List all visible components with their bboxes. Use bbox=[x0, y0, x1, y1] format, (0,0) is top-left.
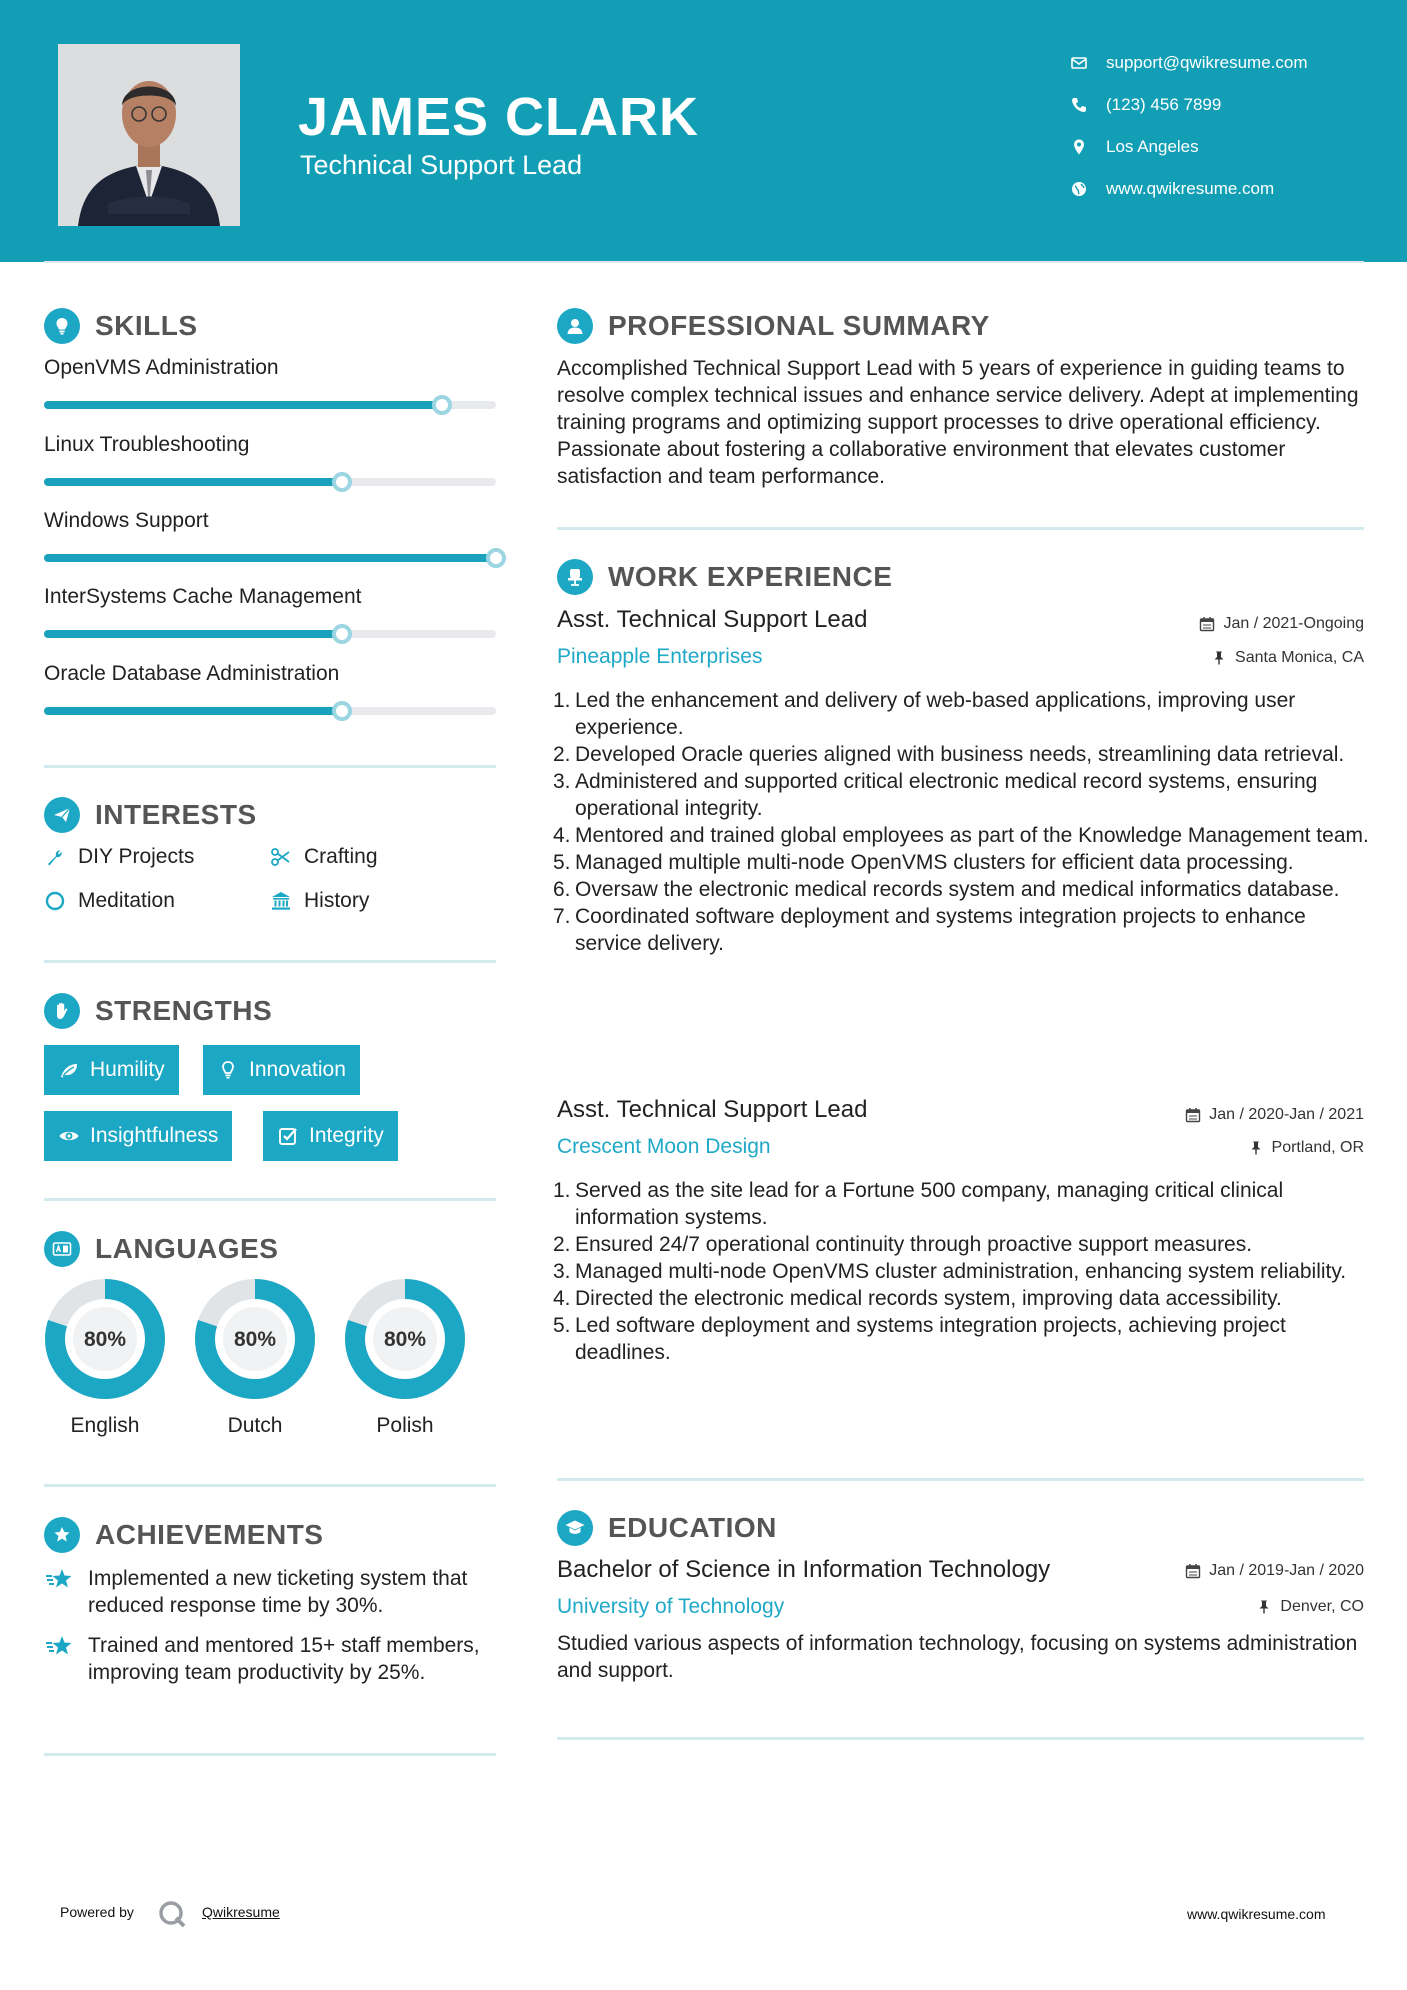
skill-bar bbox=[44, 401, 496, 409]
leaf-icon bbox=[58, 1059, 80, 1081]
list-item: 4. Mentored and trained global employees as part of the Knowledge Management team. bbox=[553, 824, 1369, 847]
job-title: Asst. Technical Support Lead bbox=[557, 606, 868, 633]
calendar-icon bbox=[1199, 616, 1215, 632]
paper-plane-icon bbox=[44, 797, 80, 833]
list-item: 5. Managed multiple multi-node OpenVMS clusters for efficient data processing. bbox=[553, 851, 1294, 874]
skill-bar bbox=[44, 478, 496, 486]
skill-bar bbox=[44, 707, 496, 715]
achievement-item: Implemented a new ticketing system that reduced response time by 30%. bbox=[44, 1565, 504, 1619]
profile-photo bbox=[58, 44, 240, 226]
section-divider bbox=[557, 1737, 1364, 1740]
section-divider bbox=[44, 1753, 496, 1756]
graduation-icon bbox=[557, 1510, 593, 1546]
language-gauge bbox=[44, 1278, 166, 1400]
education-heading: EDUCATION bbox=[557, 1510, 777, 1546]
pushpin-icon bbox=[1248, 1140, 1264, 1156]
scissors-icon bbox=[270, 846, 292, 868]
language-name: Polish bbox=[376, 1414, 434, 1437]
skill-name: OpenVMS Administration bbox=[44, 356, 279, 379]
user-icon bbox=[557, 308, 593, 344]
skill-bar bbox=[44, 554, 496, 562]
skill-name: Oracle Database Administration bbox=[44, 662, 340, 685]
strength-tag: Humility bbox=[44, 1045, 179, 1095]
education-description: Studied various aspects of information technology, focusing on systems administration and support. bbox=[557, 1632, 1358, 1682]
check-square-icon bbox=[277, 1125, 299, 1147]
education-date: Jan / 2019-Jan / 2020 bbox=[1185, 1562, 1364, 1580]
calendar-icon bbox=[1185, 1563, 1201, 1579]
contact-location-text: Los Angeles bbox=[1106, 137, 1199, 156]
wrench-icon bbox=[44, 846, 66, 868]
strength-tag: Integrity bbox=[263, 1111, 398, 1161]
strength-tag: Insightfulness bbox=[44, 1111, 232, 1161]
language-icon bbox=[44, 1231, 80, 1267]
pushpin-icon bbox=[1256, 1599, 1272, 1615]
language-percent: 80% bbox=[83, 1328, 127, 1351]
candidate-name: JAMES CLARK bbox=[298, 87, 700, 147]
header-divider bbox=[44, 261, 1364, 263]
job-bullets bbox=[553, 1177, 1373, 1366]
achievement-item: Trained and mentored 15+ staff members, improving team productivity by 25%. bbox=[44, 1632, 504, 1686]
map-marker-icon bbox=[1070, 138, 1106, 156]
section-divider bbox=[557, 1478, 1364, 1481]
candidate-title: Technical Support Lead bbox=[300, 150, 583, 180]
contact-website-text: www.qwikresume.com bbox=[1106, 179, 1275, 198]
list-item: 7. Coordinated software deployment and systems integration projects to enhance service delivery. bbox=[553, 905, 1306, 955]
resume-header bbox=[0, 0, 1407, 262]
contact-website[interactable] bbox=[1070, 168, 1308, 210]
skill-name: Windows Support bbox=[44, 509, 209, 532]
section-divider bbox=[44, 765, 496, 768]
skill-bar bbox=[44, 630, 496, 638]
list-item: 1. Led the enhancement and delivery of web-based applications, improving user experience. bbox=[553, 689, 1296, 739]
language-gauge bbox=[344, 1278, 466, 1400]
section-divider bbox=[44, 1484, 496, 1487]
contact-location bbox=[1070, 126, 1308, 168]
briefcase-chair-icon bbox=[557, 559, 593, 595]
footer-url[interactable]: www.qwikresume.com bbox=[1187, 1906, 1326, 1922]
interest-item: History bbox=[270, 889, 369, 913]
contact-list bbox=[1070, 42, 1308, 210]
contact-email[interactable] bbox=[1070, 42, 1308, 84]
calendar-icon bbox=[1185, 1107, 1201, 1123]
job-bullets bbox=[553, 687, 1373, 957]
education-school: University of Technology bbox=[557, 1595, 785, 1618]
language-name: English bbox=[70, 1414, 140, 1437]
language-percent: 80% bbox=[383, 1328, 427, 1351]
strength-tag: Innovation bbox=[203, 1045, 360, 1095]
lightbulb-icon bbox=[44, 308, 80, 344]
skill-name: Linux Troubleshooting bbox=[44, 433, 250, 456]
qwikresume-logo-icon bbox=[157, 1899, 187, 1929]
institution-icon bbox=[270, 890, 292, 912]
interests-heading: INTERESTS bbox=[44, 797, 257, 833]
education-location: Denver, CO bbox=[1256, 1598, 1364, 1616]
pushpin-icon bbox=[1211, 650, 1227, 666]
section-divider bbox=[44, 960, 496, 963]
list-item: 3. Administered and supported critical electronic medical record systems, ensuring operational integrity. bbox=[553, 770, 1318, 820]
globe-icon bbox=[1070, 180, 1106, 198]
star-icon bbox=[44, 1634, 76, 1660]
job-title: Asst. Technical Support Lead bbox=[557, 1096, 868, 1123]
eye-icon bbox=[58, 1125, 80, 1147]
circle-icon bbox=[44, 890, 66, 912]
interest-item: Crafting bbox=[270, 845, 378, 869]
job-date: Jan / 2020-Jan / 2021 bbox=[1185, 1106, 1364, 1124]
skill-name: InterSystems Cache Management bbox=[44, 585, 362, 608]
envelope-icon bbox=[1070, 54, 1106, 72]
phone-icon bbox=[1070, 96, 1106, 114]
experience-heading: WORK EXPERIENCE bbox=[557, 559, 892, 595]
section-divider bbox=[557, 527, 1364, 530]
section-divider bbox=[44, 1198, 496, 1201]
list-item: 6. Oversaw the electronic medical records system and medical informatics database. bbox=[553, 878, 1340, 901]
hand-icon bbox=[44, 993, 80, 1029]
education-degree: Bachelor of Science in Information Technology bbox=[557, 1556, 1051, 1583]
job-company: Pineapple Enterprises bbox=[557, 645, 763, 668]
interest-item: DIY Projects bbox=[44, 845, 194, 869]
star-badge-icon bbox=[44, 1517, 80, 1553]
job-company: Crescent Moon Design bbox=[557, 1135, 771, 1158]
achievements-heading: ACHIEVEMENTS bbox=[44, 1517, 323, 1553]
language-percent: 80% bbox=[233, 1328, 277, 1351]
skills-heading: SKILLS bbox=[44, 308, 198, 344]
list-item: 1. Served as the site lead for a Fortune 500 company, managing critical clinical information systems. bbox=[553, 1179, 1284, 1229]
list-item: 5. Led software deployment and systems integration projects, achieving project deadlines. bbox=[553, 1314, 1286, 1364]
summary-heading: PROFESSIONAL SUMMARY bbox=[557, 308, 990, 344]
list-item: 4. Directed the electronic medical records system, improving data accessibility. bbox=[553, 1287, 1282, 1310]
qwikresume-link[interactable]: Qwikresume bbox=[202, 1904, 280, 1920]
job-location: Santa Monica, CA bbox=[1211, 649, 1364, 667]
list-item: 2. Developed Oracle queries aligned with business needs, streamlining data retrieval. bbox=[553, 743, 1345, 766]
contact-phone-text: (123) 456 7899 bbox=[1106, 95, 1222, 114]
strengths-heading: STRENGTHS bbox=[44, 993, 272, 1029]
languages-heading: LANGUAGES bbox=[44, 1231, 278, 1267]
lightbulb-icon bbox=[217, 1059, 239, 1081]
list-item: 3. Managed multi-node OpenVMS cluster administration, enhancing system reliability. bbox=[553, 1260, 1347, 1283]
language-gauge bbox=[194, 1278, 316, 1400]
language-name: Dutch bbox=[227, 1414, 283, 1437]
list-item: 2. Ensured 24/7 operational continuity through proactive support measures. bbox=[553, 1233, 1253, 1256]
summary-text: Accomplished Technical Support Lead with 5 years of experience in guiding teams to resolve complex technical issues and enhance service delivery. Adept at implementing training programs and optimizing support processes to drive operational efficiency. Passionate about fostering a collaborative environment that elevates customer satisfaction and team performance. bbox=[557, 357, 1359, 488]
contact-phone[interactable] bbox=[1070, 84, 1308, 126]
star-icon bbox=[44, 1567, 76, 1593]
powered-by-label: Powered by bbox=[60, 1904, 134, 1920]
job-location: Portland, OR bbox=[1248, 1139, 1364, 1157]
contact-email-text: support@qwikresume.com bbox=[1106, 53, 1308, 72]
interest-item: Meditation bbox=[44, 889, 175, 913]
job-date: Jan / 2021-Ongoing bbox=[1199, 615, 1364, 633]
